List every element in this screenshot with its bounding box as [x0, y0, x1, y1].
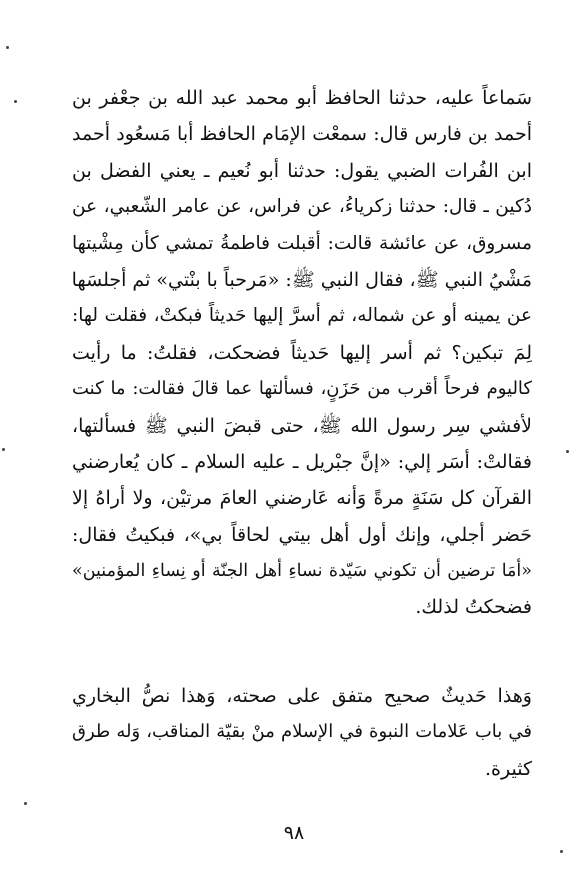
- text-line: وَهذا حَديثٌ صحيح متفق على صحته، وَهذا نصُّ البخاري: [72, 685, 532, 707]
- scan-speck: [566, 450, 569, 453]
- text-line: القرآن كل سَنَةٍ مرةً وَأنه عَارضني العامَ مرتيْن، ولا أراهُ إلا: [72, 487, 532, 510]
- text-line: في باب عَلامات النبوة في الإسلام منْ بقيّة المناقب، وَله طرق: [72, 721, 532, 743]
- text-line: دُكين ـ قال: حدثنا زكرياءُ، عن فراس، عن عامر الشّعبي، عن: [72, 196, 532, 218]
- text-line: لِمَ تبكين؟ ثم أسر إليها حَديثاً فضحكت، فقلتُ: ما رأيت: [72, 341, 532, 364]
- text-line: عن يمينه أو عن شماله، ثم أسرَّ إليها حَديثاً فبكتْ، فقلت لها:: [72, 305, 532, 327]
- text-line: كثيرة.: [485, 757, 532, 780]
- text-line: مَشْيُ النبي ﷺ، فقال النبي ﷺ: «مَرحباً با بنْتي» ثم أجلسَها: [72, 268, 532, 291]
- scan-speck: [560, 850, 563, 853]
- text-line: ابن الفُرات الضبي يقول: حدثنا أبو نُعيم ـ يعني الفضل بن: [72, 159, 532, 182]
- main-paragraph: [72, 80, 532, 626]
- text-line: «أمَا ترضين أن تكوني سَيّدة نساءِ أهل الجنّة أو نِساءِ المؤمنين»: [72, 561, 532, 582]
- scan-speck: [2, 448, 5, 451]
- text-line: كاليوم فرحاً أقرب من حَزَنٍ، فسألتها عما قالَ فقالت: ما كنت: [72, 378, 532, 400]
- text-line: فقالتْ: أسَر إلي: «إنَّ جبْريل ـ عليه السلام ـ كان يُعارضني: [72, 450, 532, 473]
- note-paragraph: [72, 678, 532, 787]
- text-line: حَضر أجلي، وإنك أول أهل بيتي لحاقاً بي»، فبكيتُ فقال:: [72, 523, 532, 546]
- scan-speck: [6, 46, 9, 49]
- page-number: ٩٨: [283, 822, 305, 844]
- text-line: سَماعاً عليه، حدثنا الحافظ أبو محمد عبد الله بن جعْفر بن: [72, 87, 532, 109]
- text-line: مسروق، عن عائشة قالت: أقبلت فاطمةُ تمشي كأن مِشْيتها: [72, 232, 532, 254]
- text-line: لأفشي سِر رسول الله ﷺ، حتى قبضَ النبي ﷺ فسألتها،: [72, 414, 532, 437]
- scan-speck: [24, 802, 27, 805]
- text-line: أحمد بن فارس قال: سمعْت الإمَام الحافظ أبا مَسعُود أحمد: [72, 123, 532, 146]
- text-line: فضحكتُ لذلك.: [415, 596, 532, 619]
- scan-speck: [14, 100, 17, 103]
